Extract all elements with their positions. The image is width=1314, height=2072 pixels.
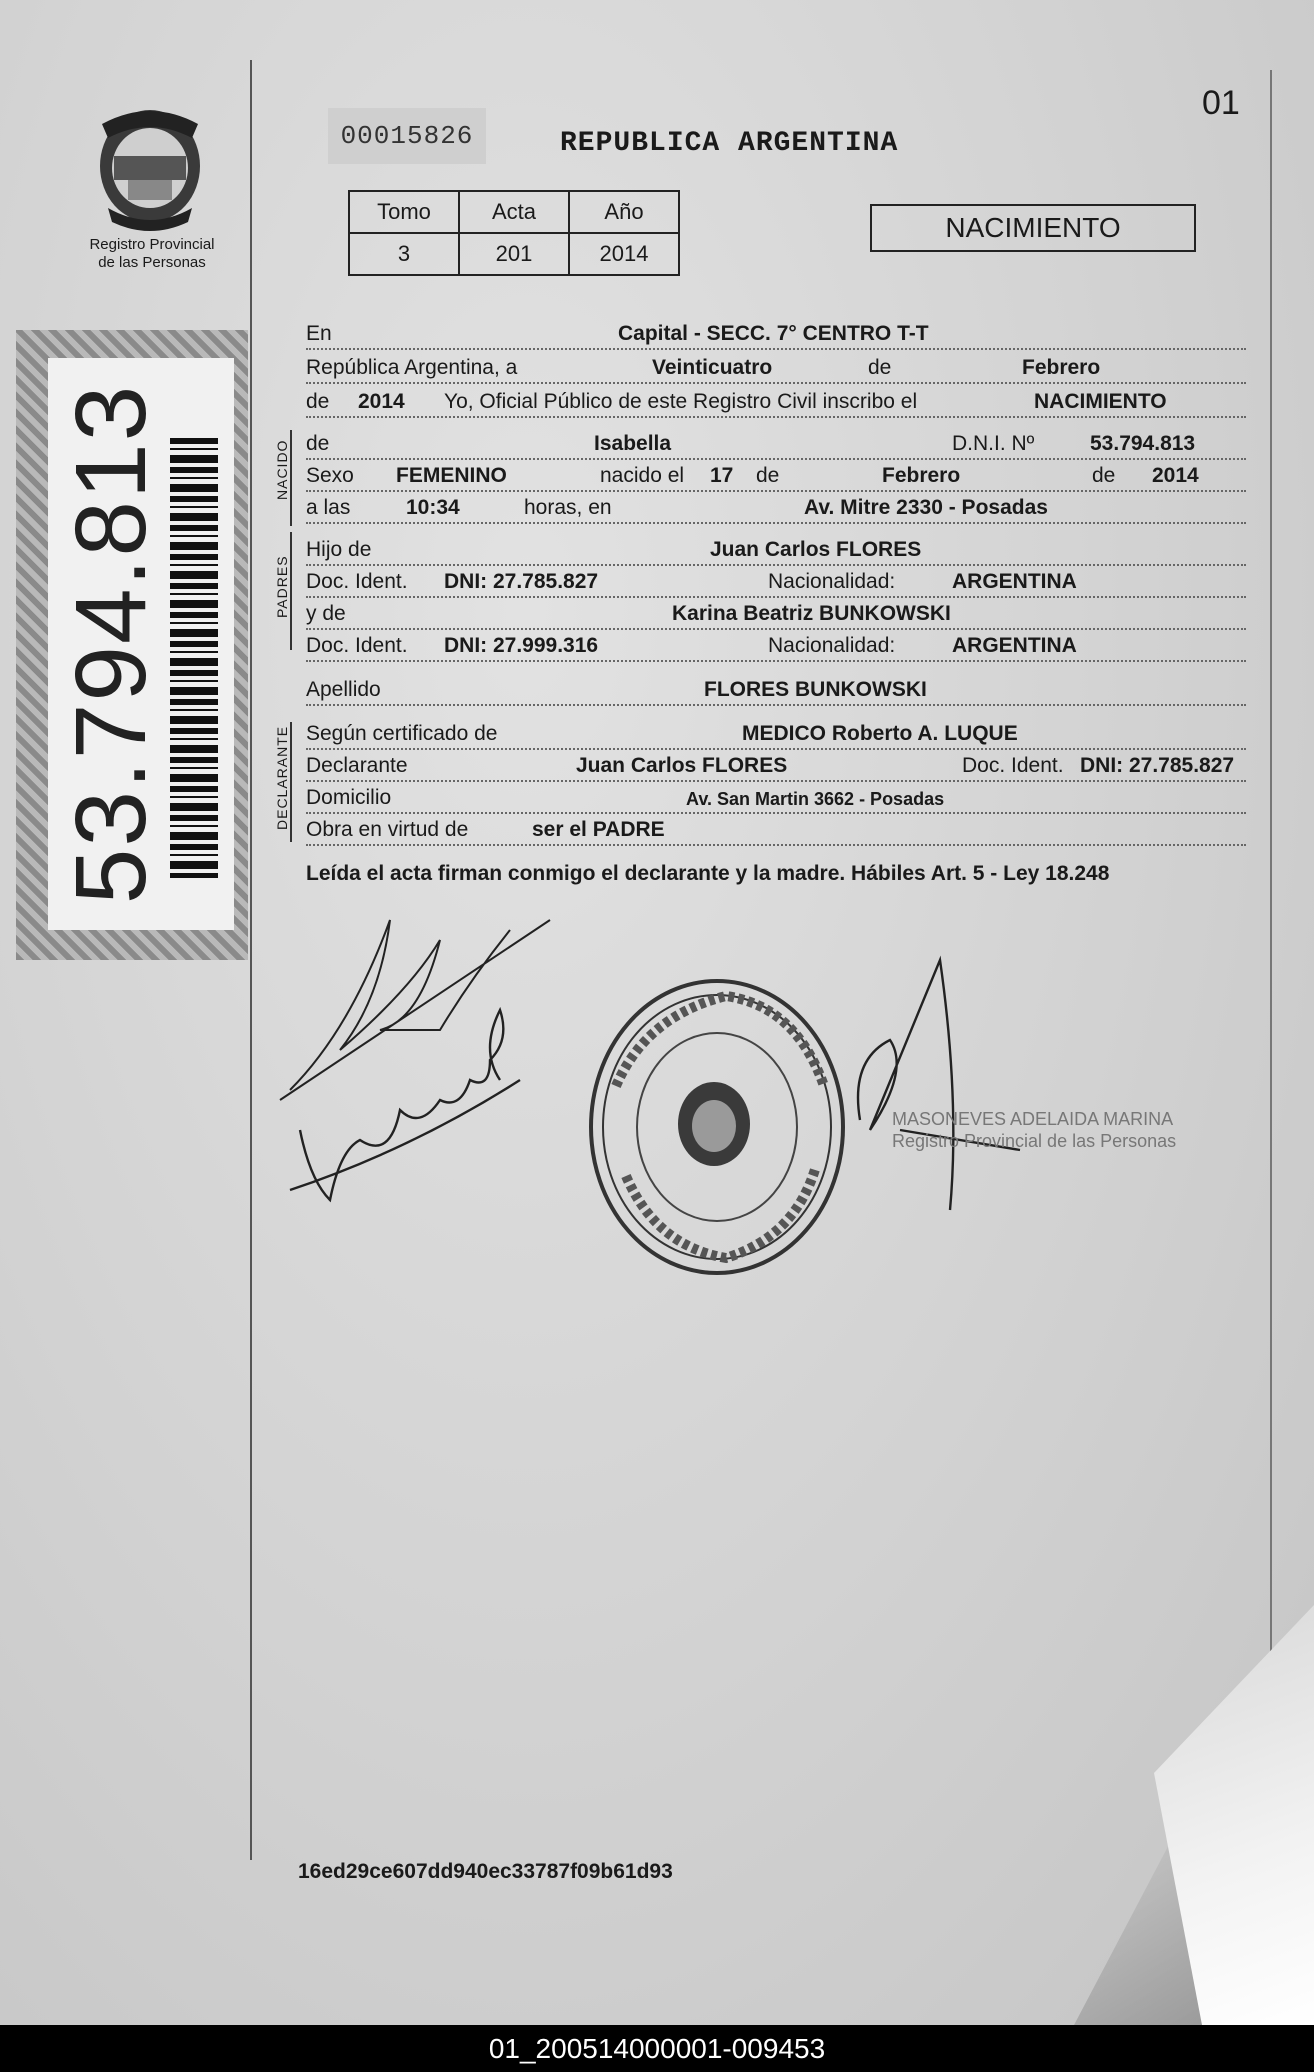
declarante-dni: DNI: 27.785.827 [1080,754,1235,777]
madre-dni: DNI: 27.999.316 [444,634,599,657]
row-apellido [306,674,1246,706]
mes: Febrero [1022,356,1101,379]
inscribo-label: Yo, Oficial Público de este Registro Civil inscribo el [444,390,918,413]
certificado-label: Según certificado de [306,722,498,745]
footer-file-id: 01_200514000001-009453 [0,2025,1314,2072]
anio-header: Año [569,191,679,233]
acta-header: Acta [459,191,569,233]
sexo: FEMENINO [396,464,507,487]
declarante-bar [290,722,292,842]
lugar: Av. Mitre 2330 - Posadas [804,496,1048,519]
closing-statement: Leída el acta firman conmigo el declarante y la madre. Hábiles Art. 5 - Ley 18.248 [306,862,1110,885]
horas-en-label: horas, en [524,496,612,519]
dni: 53.794.813 [1090,432,1196,455]
nacionalidad-label: Nacionalidad: [768,570,896,593]
acta-value: 201 [459,233,569,275]
declarante: Juan Carlos FLORES [576,754,788,777]
en-value: Capital - SECC. 7° CENTRO T-T [618,322,929,345]
margin-line [250,60,252,1860]
stamp-line-1: MASONEVES ADELAIDA MARINA [892,1109,1174,1129]
doc-ident-label-2: Doc. Ident. [306,634,408,657]
row-madre-doc [306,630,1246,662]
row-obra [306,814,1246,846]
registry-caption-line-1: Registro Provincial [89,236,215,253]
en-label: En [306,322,332,345]
row-fecha-acta [306,352,1246,384]
anio: 2014 [358,390,405,413]
obra: ser el PADRE [532,818,665,841]
act-type-box: NACIMIENTO [870,204,1196,252]
row-hora [306,492,1246,524]
registry-caption-line-2: de las Personas [98,254,206,271]
y-de-label: y de [306,602,346,625]
barcode-card [16,330,248,960]
row-padre-doc [306,566,1246,598]
hora: 10:34 [406,496,460,519]
declarante-label: Declarante [306,754,408,777]
barcode-bars-icon [170,438,218,878]
province-coat-of-arms-icon [92,104,208,232]
country-title: REPUBLICA ARGENTINA [560,128,899,159]
padre-nac: ARGENTINA [952,570,1077,593]
dia-nac: 17 [710,464,734,487]
sexo-label: Sexo [306,464,354,487]
de-label-4: de [756,464,780,487]
official-seal [586,976,848,1278]
nombre: Isabella [594,432,672,455]
handwritten-signatures [270,880,560,1220]
page-number: 01 [1202,84,1240,122]
mes-nac: Febrero [882,464,961,487]
section-label-padres: PADRES [274,555,290,618]
republica-label: República Argentina, a [306,356,518,379]
row-domicilio [306,782,1246,814]
tomo-value: 3 [349,233,459,275]
section-label-nacido: NACIDO [274,439,290,500]
row-padre [306,534,1246,566]
anio-value: 2014 [569,233,679,275]
row-sexo [306,460,1246,492]
serial-number: 00015826 [328,108,486,164]
hijo-de-label: Hijo de [306,538,372,561]
document-hash: 16ed29ce607dd940ec33787f09b61d93 [298,1860,673,1883]
row-madre [306,598,1246,630]
row-nombre [306,428,1246,460]
volume-act-year-table [348,190,680,276]
anio-nac: 2014 [1152,464,1199,487]
dia-texto: Veinticuatro [652,356,773,379]
apellido: FLORES BUNKOWSKI [704,678,927,701]
a-las-label: a las [306,496,351,519]
de-label-2: de [306,390,330,413]
right-edge-line [1270,70,1272,1830]
padre-dni: DNI: 27.785.827 [444,570,599,593]
section-label-declarante: DECLARANTE [274,725,290,830]
dni-label: D.N.I. Nº [952,432,1035,455]
row-en [306,318,1246,350]
stamp-line-2: Registro Provincial de las Personas [892,1131,1177,1151]
domicilio: Av. San Martin 3662 - Posadas [686,789,945,809]
de-label-3: de [306,432,330,455]
nacionalidad-label-2: Nacionalidad: [768,634,896,657]
madre-nac: ARGENTINA [952,634,1077,657]
declarante-doc-label: Doc. Ident. [962,754,1064,777]
nacido-label: nacido el [600,464,685,487]
padre: Juan Carlos FLORES [710,538,922,561]
officer-signature [850,950,1050,1250]
domicilio-label: Domicilio [306,786,392,809]
inscribo-value: NACIMIENTO [1034,390,1167,413]
nacido-bar [290,430,292,526]
obra-label: Obra en virtud de [306,818,469,841]
row-certificado [306,718,1246,750]
barcode-label [48,358,234,930]
registry-caption [72,236,232,272]
de-label: de [868,356,892,379]
tomo-header: Tomo [349,191,459,233]
officer-stamp [892,1108,1176,1152]
certificado: MEDICO Roberto A. LUQUE [742,722,1018,745]
row-inscribo [306,386,1246,418]
madre: Karina Beatriz BUNKOWSKI [672,602,951,625]
padres-bar [290,532,292,650]
apellido-label: Apellido [306,678,381,701]
barcode-number: 53.794.813 [55,383,167,905]
doc-ident-label: Doc. Ident. [306,570,408,593]
de-label-5: de [1092,464,1116,487]
row-declarante [306,750,1246,782]
